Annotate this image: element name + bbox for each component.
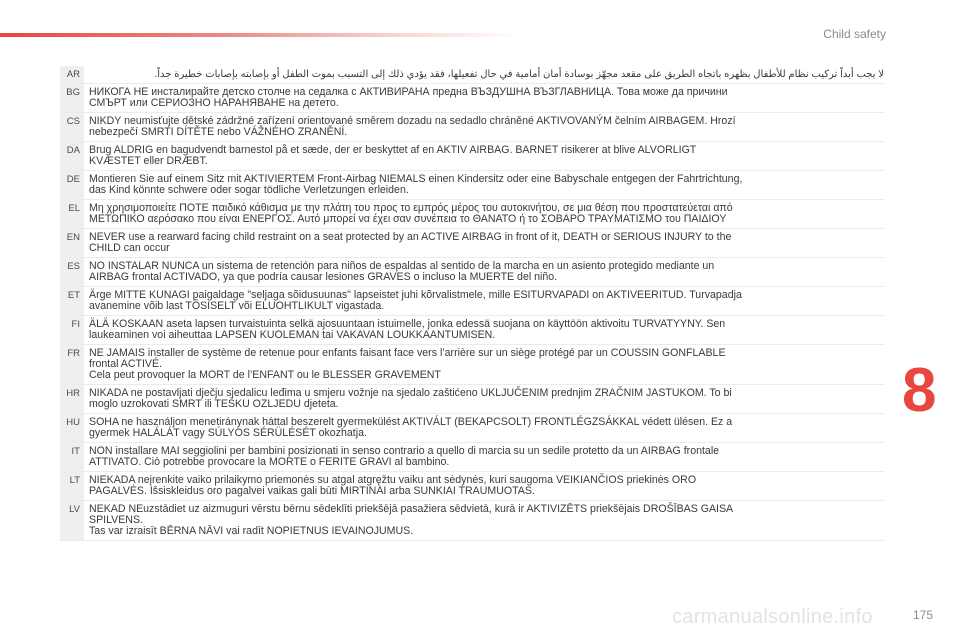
language-code: DE [60,171,84,199]
warning-row-da [60,142,884,171]
warning-text: SOHA ne használjon menetiránynak háttal beszerelt gyermekülést AKTIVÁLT (BEKAPCSOLT) FRONTLÉGZSÁKKAL védett ülésen. Ez a gyermek HALÁLÁT vagy SÚLYOS SÉRÜLÉSÉT okozhatja. [89,416,733,439]
warning-row-es [60,258,884,287]
warning-row-en [60,229,884,258]
warning-text: لا يجب أبداً تركيب نظام للأطفال بظهره باتجاه الطريق على مقعد مجهّز بوسادة أمان أمامية في حال تفعيلها، فقد يؤدي ذلك إلى التسبب بموت الطفل أو بإصابته بإصابات خطيرة جداً. [154,69,884,80]
warning-text: NIKDY neumisťujte dětské zádržné zařízení orientované směrem dozadu na sedadlo chráněné AKTIVOVANÝM čelním AIRBAGEM. Hrozí nebezpečí SMRTI DÍTĚTE nebo VÁŽNÉHO ZRANĚNÍ. [89,115,736,138]
warning-text: Brug ALDRIG en bagudvendt barnestol på et sæde, der er beskyttet af en AKTIV AIRBAG. BARNET risikerer at blive ALVORLIGT KVÆSTET eller DRÆBT. [89,144,697,167]
header-accent-bar [0,33,520,37]
warning-row-ar [60,66,884,84]
warning-text: Montieren Sie auf einem Sitz mit AKTIVIERTEM Front-Airbag NIEMALS einen Kindersitz oder eine Babyschale entgegen der Fahrtrichtung, das Kind könnte schwere oder sogar tödliche Verletzungen erleiden. [89,173,743,196]
warning-row-fi [60,316,884,345]
language-code: CS [60,113,84,141]
page-number: 175 [913,608,934,622]
warning-text: NIKADA ne postavljati dječju sjedalicu leđima u smjeru vožnje na sjedalo zaštićeno UKLJUČENIM prednjim ZRAČNIM JASTUKOM. To bi moglo uzrokovati SMRT ili TEŠKU OZLJEDU djeteta. [89,387,732,410]
warning-text: NEKAD NEuzstādiet uz aizmuguri vērstu bērnu sēdeklīti priekšējā pasažiera sēdvietā, kurā ir AKTIVIZĒTS priekšējais DROŠĪBAS GAISA SPILVENS. Tas var izraisīt BĒRNA NĀVI vai radīt NOPIETNUS IEVAINOJUMUS. [89,503,734,537]
warning-row-hr [60,385,884,414]
warning-row-lt [60,472,884,501]
language-code: ES [60,258,84,286]
chapter-number: 8 [902,356,937,425]
warning-row-et [60,287,884,316]
language-code: BG [60,84,84,112]
warning-row-hu [60,414,884,443]
warning-text: NEVER use a rearward facing child restraint on a seat protected by an ACTIVE AIRBAG in front of it, DEATH or SERIOUS INJURY to the CHILD can occur [89,231,732,254]
warning-row-it [60,443,884,472]
language-code: HR [60,385,84,413]
warning-table [60,66,884,541]
warning-row-fr [60,345,884,385]
warning-text: NON installare MAI seggiolini per bambini posizionati in senso contrario a quello di marcia su un sedile protetto da un AIRBAG frontale ATTIVATO. Ciò potrebbe provocare la MORTE o FERITE GRAVI al bambino. [89,445,720,468]
warning-row-cs [60,113,884,142]
language-code: FR [60,345,84,384]
warning-text: Ärge MITTE KUNAGI paigaldage "seljaga sõidusuunas" lapseistet juhi kõrvalistmele, mille ESITURVAPADI on AKTIVEERITUD. Turvapadja avanemine võib last TÕSISELT või ELUOHTLIKULT vigastada. [89,289,742,312]
warning-row-bg [60,84,884,113]
warning-text: NIEKADA neįrenkite vaiko prilaikymo priemonės su atgal atgręžtu vaiku ant sėdynės, kuri saugoma VEIKIANČIOS priekinės ORO PAGALVĖS. Išsiskleidus oro pagalvei vaikas gali būti MIRTINAI arba SUNKIAI TRAUMUOTAS. [89,474,697,497]
watermark: carmanualsonline.info [672,606,873,628]
language-code: ET [60,287,84,315]
warning-row-lv [60,501,884,541]
language-code: IT [60,443,84,471]
language-code: LT [60,472,84,500]
language-code: DA [60,142,84,170]
warning-row-el [60,200,884,229]
language-code: AR [60,66,84,83]
warning-text: Μη χρησιμοποιείτε ΠΟΤΕ παιδικό κάθισμα με την πλάτη του προς το εμπρός μέρος του αυτοκινήτου, σε μια θέση που προστατεύεται από ΜΕΤΩΠΙΚΟ αερόσακο που είναι ΕΝΕΡΓΟΣ. Αυτό μπορεί να έχει σαν συνέπεια το ΘΑΝΑΤΟ ή το ΣΟΒΑΡΟ ΤΡΑΥΜΑΤΙΣΜΟ του ΠΑΙΔΙΟΥ [89,202,733,225]
language-code: HU [60,414,84,442]
language-code: LV [60,501,84,540]
warning-text: NE JAMAIS installer de système de retenue pour enfants faisant face vers l’arrière sur un siège protégé par un COUSSIN GONFLABLE frontal ACTIVÉ. Cela peut provoquer la MORT de l’ENFANT ou le BLESSER GRAVEMENT [89,347,726,381]
section-title: Child safety [823,27,886,41]
warning-text: ÄLÄ KOSKAAN aseta lapsen turvaistuinta selkä ajosuuntaan istuimelle, jonka edessä suojana on käyttöön aktivoitu TURVATYYNY. Sen laukeaminen voi aiheuttaa LAPSEN KUOLEMAN tai VAKAVAN LOUKKAANTUMISEN. [89,318,726,341]
language-code: FI [60,316,84,344]
warning-row-de [60,171,884,200]
language-code: EL [60,200,84,228]
warning-text: NO INSTALAR NUNCA un sistema de retención para niños de espaldas al sentido de la marcha en un asiento protegido mediante un AIRBAG frontal ACTIVADO, ya que podría causar lesiones GRAVES o incluso la MUERTE del niño. [89,260,715,283]
warning-text: НИКОГА НЕ инсталирайте детско столче на седалка с АКТИВИРАНА предна ВЪЗДУШНА ВЪЗГЛАВНИЦА. Това може да причини СМЪРТ или СЕРИОЗНО НАРАНЯВАНЕ на детето. [89,86,728,109]
language-code: EN [60,229,84,257]
